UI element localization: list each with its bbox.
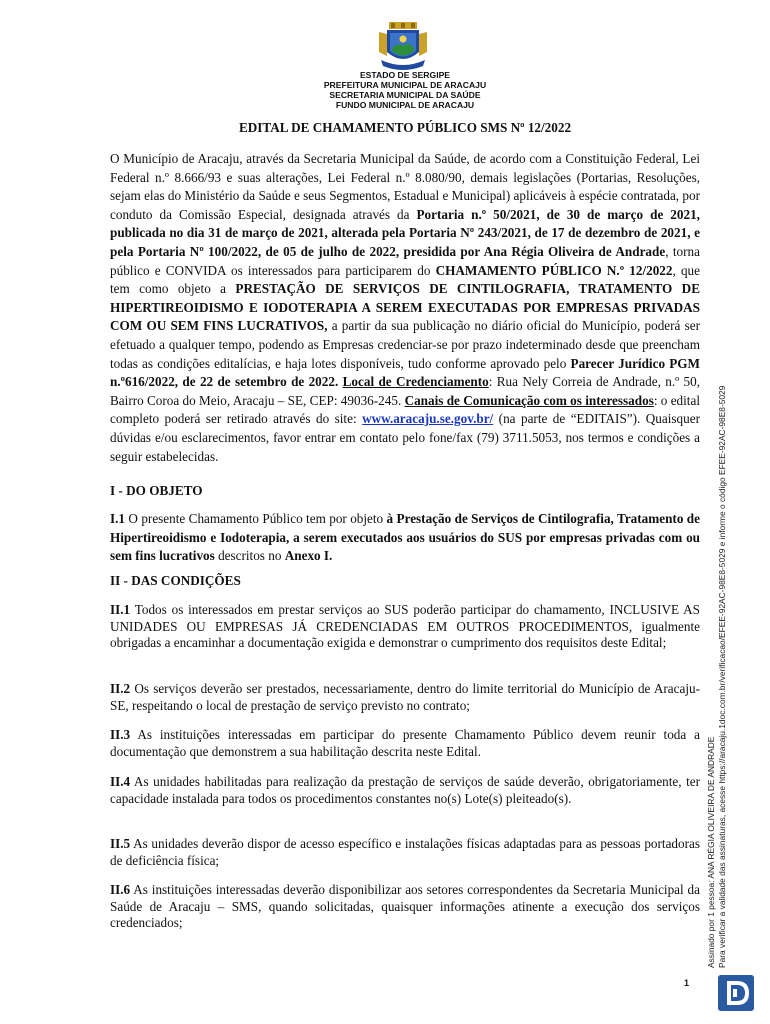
- item-paragraph: [110, 510, 700, 566]
- text-run: As instituições interessadas deverão disponibilizar aos setores correspondentes da Secretaria Municipal da Saúde de Aracaju – SMS, quando solicitadas, quaisquer informações atinente a execução dos serviços credenciados;: [110, 882, 700, 931]
- text-run: a partir da sua publicação no diário oficial do Município, poderá ser efetuado a qualquer tempo, podendo as Empresas credenciar-se por prazo indeterminado desde que preencham todas as condições editalícias, e haja lotes disponíveis, tudo conforme aprovado pelo: [110, 318, 700, 371]
- text-run: O presente Chamamento Público tem por objeto: [125, 511, 387, 526]
- text-run: : o edital completo poderá ser retirado através do site:: [110, 392, 700, 427]
- text-run: As unidades deverão dispor de acesso específico e instalações físicas adaptadas para as pessoas portadoras de deficiência física;: [110, 836, 700, 868]
- item-paragraph: [110, 602, 700, 652]
- item-number: II.5: [110, 836, 131, 851]
- item-number: II.2: [110, 681, 131, 696]
- text-run: As unidades habilitadas para realização da prestação de serviços de saúde deverão, obrigatoriamente, ter capacidade instalada para todos os procedimentos constantes no(s) Lote(s) pleiteado(s).: [110, 774, 700, 806]
- item-number: I.1: [110, 511, 126, 526]
- bold-run: Parecer Jurídico PGM n.º616/2022, de 22 de setembro de 2022.: [110, 355, 700, 390]
- document-header: [250, 70, 560, 110]
- section-heading-objeto: I - DO OBJETO: [110, 483, 203, 498]
- header-line: FUNDO MUNICIPAL DE ARACAJU: [335, 100, 475, 110]
- item-paragraph: [110, 681, 700, 714]
- header-line: PREFEITURA MUNICIPAL DE ARACAJU: [323, 80, 487, 90]
- underlined-run: Local de Credenciamento: [342, 374, 489, 390]
- item-paragraph: [110, 836, 700, 869]
- bold-run: à Prestação de Serviços de Cintilografia, Tratamento de Hipertireoidismo e Iodoterapia, a serem executados aos usuários do SUS por empresas privadas com ou sem fins lucrativos: [110, 511, 700, 564]
- text-run: , torna público e CONVIDA os interessados para participarem do: [110, 243, 700, 278]
- text-run: O Município de Aracaju, através da Secretaria Municipal da Saúde, de acordo com a Constituição Federal, Lei Federal n.º 8.666/93 e suas alterações, Lei Federal n.º 8.080/90, demais legislações (Portarias, Resoluções, sejam elas do Ministério da Saúde e seus Segmentos, Estadual e Municipal) aplicáveis à espécie contratada, por conduto da Comissão Especial, designada através da: [110, 151, 700, 222]
- text-run: Os serviços deverão ser prestados, necessariamente, dentro do limite territorial do Município de Aracaju-SE, respeitando o local de prestação de serviço previsto no contrato;: [110, 681, 700, 713]
- item-paragraph: [110, 882, 700, 932]
- bold-run: CHAMAMENTO PÚBLICO N.º 12/2022: [435, 262, 673, 278]
- text-run: : Rua Nely Correia de Andrade, n.º 50, Bairro Coroa do Meio, Aracaju – SE, CEP: 49036-245.: [110, 374, 701, 408]
- bold-run: Portaria n.º 50/2021, de 30 de março de 2021, publicada no dia 31 de março de 2021, alterada pela Portaria Nº 243/2021, de 17 de dezembro de 2021, e pela Portaria Nº 100/2022, de 05 de julho de 2022, presidida por Ana Régia Oliveira de Andrade: [110, 206, 700, 259]
- municipal-crest-logo: [375, 22, 431, 72]
- item-number: II.4: [110, 774, 131, 789]
- text-run: As instituições interessadas em participar do presente Chamamento Público devem reunir toda a documentação que demonstrem a sua habilitação descrita neste Edital.: [110, 727, 700, 759]
- text-run: Todos os interessados em prestar serviços ao SUS poderão participar do chamamento, INCLUSIVE AS UNIDADES OU EMPRESAS JÁ CREDENCIADAS EM OUTROS PROCEDIMENTOS, igualmente obrigadas a encaminhar a documentação exigida e demonstrar o cumprimento dos requisitos deste Edital;: [110, 602, 700, 651]
- underlined-run: Canais de Comunicação com os interessados: [404, 392, 654, 408]
- item-number: II.6: [110, 882, 131, 897]
- bold-run: Anexo I.: [284, 548, 333, 564]
- text-run: (na parte de “EDITAIS”). Quaisquer dúvidas e/ou esclarecimentos, favor entrar em contato pelo fone/fax (79) 3711.5053, nos termos e condições a seguir estabelecidas.: [110, 411, 700, 464]
- signature-service-logo: [718, 975, 754, 1011]
- section-heading-condicoes: II - DAS CONDIÇÕES: [110, 573, 241, 588]
- item-paragraph: [110, 774, 700, 807]
- signature-verification-note: [706, 328, 728, 968]
- header-line: SECRETARIA MUNICIPAL DA SAÚDE: [329, 90, 481, 100]
- document-title: EDITAL DE CHAMAMENTO PÚBLICO SMS Nº 12/2022: [238, 120, 572, 135]
- header-line: ESTADO DE SERGIPE: [359, 70, 451, 80]
- signature-line: Assinado por 1 pessoa: ANA RÉGIA OLIVEIRA DE ANDRADE: [706, 736, 716, 968]
- item-number: II.3: [110, 727, 131, 742]
- intro-paragraph: [110, 150, 700, 466]
- item-number: II.1: [110, 602, 131, 617]
- item-paragraph: [110, 727, 700, 760]
- verification-line: Para verificar a validade das assinaturas, acesse https://aracaju.1doc.com.br/verificacao/EFEE-92AC-98E8-5029 e informe o código EFEE-92AC-98E8-5029: [717, 385, 727, 968]
- text-run: descritos no: [214, 548, 285, 564]
- website-link[interactable]: www.aracaju.se.gov.br/: [362, 411, 494, 427]
- page-number: 1: [684, 978, 690, 988]
- text-run: , que tem como objeto a: [110, 262, 700, 297]
- bold-run: PRESTAÇÃO DE SERVIÇOS DE CINTILOGRAFIA, TRATAMENTO DE HIPERTIREOIDISMO E IODOTERAPIA A SEREM EXECUTADAS POR EMPRESAS PRIVADAS COM OU SEM FINS LUCRATIVOS,: [110, 281, 701, 334]
